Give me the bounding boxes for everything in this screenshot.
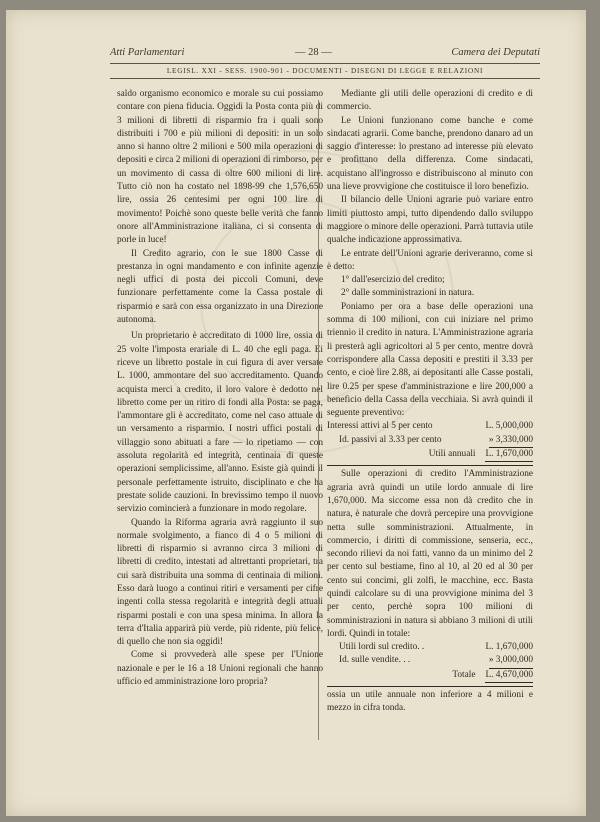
paragraph: saldo organismo economico e morale su cui possiamo contare con piena fiducia. Oggidì la Posta conta più di 3 milioni di libretti di risparmio fra i quali sono distribuiti i 700 e più milioni di depositi: in un solo anno si hanno oltre 2 milioni e 500 mila operazioni di depositi e circa 2 milioni di operazioni di rimborso, per un movimento di cassa di oltre 600 milioni di lire. Tutto ciò non ha costato nel 1898-99 che 1,576,650 lire, ossia 26 centesimi per ogni 100 lire di movimento! Poichè sono queste belle verità che fanno onore all'Amministrazione italiana, ci si consenta di porle in luce! — [117, 89, 323, 246]
list-item: 1° dall'esercizio del credito; — [341, 275, 445, 286]
header-subtitle: LEGISL. XXI - SESS. 1900-901 - DOCUMENTI - DISEGNI DI LEGGE E RELAZIONI — [166, 67, 484, 75]
budget-table — [327, 420, 533, 462]
row-label: Utili lordi sul credito. . — [339, 642, 425, 653]
section-rule — [327, 686, 533, 687]
paragraph: Sulle operazioni di credito l'Amministrazione agraria avrà quindi un utile lordo annuale di lire 1,670,000. Ma siccome essa non dà credito che in natura, è naturale che dovrà percepire una provvigione netta sulle somministrazioni. Attualmente, in commercio, i diritti di commissione, senseria, ecc., secondo rilievi da noi fatti, vanno da un minimo del 2 per cento sul bestiame, fino al 10, al 20 ed al 30 per cento sui concimi, gli zolfi, le macchine, ecc. Basta quindi calcolare su di una provvigione minima del 3 per cento, perchè sopra 100 milioni di somministrazioni in natura si abbiano 3 milioni di utili lordi. Quindi in totale: — [327, 469, 533, 639]
row-label: Id. passivi al 3.33 per cento — [339, 434, 442, 445]
section-rule — [327, 465, 533, 466]
right-column — [327, 88, 533, 716]
row-value: L. 1,670,000 — [485, 448, 533, 462]
paragraph: Il Credito agrario, con le sue 1800 Casse di prestanza in ogni mandamento e con infinite agenzie negli uffici di posta dei piccoli Comuni, deve funzionare perfettamente come la Cassa postale di risparmio e sarà con essa organizzato in una Direzione autonoma. — [117, 248, 323, 326]
paragraph: Le Unioni funzionano come banche e come sindacati agrarii. Come banche, prendono danaro ad un saggio d'interesse: lo prestano ad interesse più elevato e profittano della differenza. Come sindacati, acquistano all'ingrosso e distribuiscono al minuto con una lieve provvigione che costituisce il loro benefizio. — [327, 115, 533, 193]
column-divider — [318, 100, 319, 740]
row-value: L. 1,670,000 — [485, 642, 533, 653]
table-row — [327, 654, 533, 668]
page-number: — 28 — — [295, 47, 332, 58]
table-row — [327, 641, 533, 654]
row-value: » 3,330,000 — [489, 434, 533, 448]
left-column — [117, 88, 323, 689]
table-total-row — [327, 448, 533, 462]
header-right: Camera dei Deputati — [451, 47, 540, 58]
row-label: Interessi attivi al 5 per cento — [327, 421, 433, 432]
paragraph: Le entrate dell'Unioni agrarie deriveranno, come si è detto: — [327, 248, 533, 272]
totals-table — [327, 641, 533, 683]
row-label: Id. sulle vendite. . . — [339, 655, 411, 666]
paragraph: Un proprietario è accreditato di 1000 lire, ossia di 25 volte l'imposta erariale di L. 40 che egli paga. Ei riceve un libretto postale in cui figura di aver versate L. 1000, ammontare del suo accreditamento. Quando acquista merci a credito, il loro valore è dedotto nel libretto come per un ritiro di fondi alla Posta: se paga, l'ammontare gli è accreditato, come nel caso attuale di un versamento a risparmio. I nostri uffici postali di villaggio sono abituati a fare — lo ripetiamo — con assoluta regolarità ed integrità, centinaia di queste operazioni semplicissime, all'anno. Esiste già quindi il personale perfettamente istruito, disciplinato e che ha prestate solide cauzioni. In brevissimo tempo il nuovo servizio comincierà a funzionare in modo regolare. — [117, 331, 323, 515]
paragraph: Mediante gli utili delle operazioni di credito e di commercio. — [327, 89, 533, 113]
header-rule-bottom — [110, 78, 540, 79]
row-value: L. 4,670,000 — [485, 669, 533, 683]
paragraph: Poniamo per ora a base delle operazioni una somma di 100 milioni, con cui iniziare nel primo triennio il credito in natura. L'Amministrazione agraria li presterà agli agricoltori al 5 per cento, mentre dovrà corrispondere alla Cassa depositi e prestiti il 3.33 per cento, e cioè lire 2.88, ai depositanti alle Casse postali, lire 0.25 per spese d'amministrazione e lire 200,000 a beneficio della Cassa della vecchiaia. Si avrà quindi il seguente preventivo: — [327, 301, 533, 419]
row-value: » 3,000,000 — [489, 654, 533, 668]
table-row — [327, 434, 533, 448]
row-value: L. 5,000,000 — [485, 421, 533, 432]
paragraph: Come si provvederà alle spese per l'Unione nazionale e per le 16 a 18 Unioni regionali che hanno ufficio ed amministrazione loro propria? — [117, 650, 323, 688]
header-left: Atti Parlamentari — [110, 47, 185, 58]
table-total-row — [327, 669, 533, 683]
row-label: Totale — [452, 669, 476, 680]
paragraph: ossia un utile annuale non inferiore a 4 milioni e mezzo in cifra tonda. — [327, 690, 533, 714]
page-header — [110, 47, 540, 79]
list-item: 2° dalle somministrazioni in natura. — [341, 288, 475, 299]
paragraph: Quando la Riforma agraria avrà raggiunto il suo normale svolgimento, a fianco di 4 o 5 milioni di libretti di risparmio si avranno circa 3 milioni di libretti di credito, intestati ad altrettanti proprietari, tra cui sarà distribuita una somma di centinaia di milioni. Esso darà luogo a continui ritiri e versamenti per cifre ingenti colla stessa regolarità e integrità degli attuali risparmi postali e con una spesa minima. In allora la terra d'Italia apparirà più verde, più ridente, più felice, di quello che non sia oggidì! — [117, 517, 323, 648]
paragraph: Il bilancio delle Unioni agrarie può variare entro limiti piuttosto ampi, tutto dipendendo dallo sviluppo maggiore o minore delle operazioni. Parrà tuttavia utile qualche indicazione approssimativa. — [327, 195, 534, 246]
row-label: Utili annuali — [428, 449, 476, 460]
table-row — [327, 420, 533, 433]
